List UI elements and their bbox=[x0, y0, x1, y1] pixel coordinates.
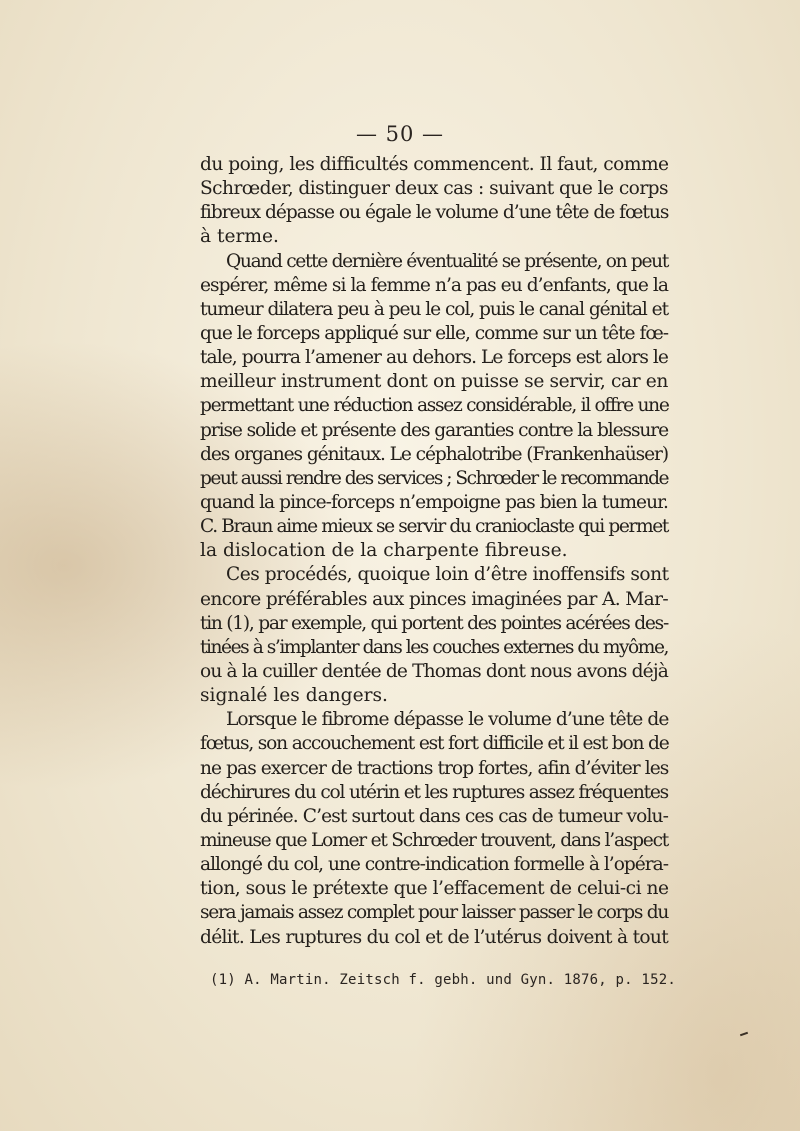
text-line: tion, sous le prétexte que l’effacement de celui-ci ne bbox=[200, 878, 669, 900]
text-line: tale, pourra l’amener au dehors. Le forceps est alors le bbox=[200, 347, 668, 369]
text-line: mineuse que Lomer et Schrœder trouvent, dans l’aspect bbox=[200, 829, 668, 851]
text-line: déchirures du col utérin et les ruptures assez fréquentes bbox=[200, 781, 668, 803]
text-line: que le forceps appliqué sur elle, comme sur un tête fœ- bbox=[200, 322, 668, 344]
text-line: meilleur instrument dont on puisse se servir, car en bbox=[200, 371, 668, 393]
text-line: Quand cette dernière éventualité se présente, on peut bbox=[226, 250, 668, 272]
text-line: Ces procédés, quoique loin d’être inoffensifs sont bbox=[226, 564, 669, 586]
text-line: tumeur dilatera peu à peu le col, puis le canal génital et bbox=[200, 298, 668, 320]
text-line: encore préférables aux pinces imaginées par A. Mar- bbox=[200, 588, 668, 610]
text-line: des organes génitaux. Le céphalotribe (Frankenhaüser) bbox=[200, 443, 668, 465]
text-line: signalé les dangers. bbox=[200, 685, 388, 707]
text-line: tin (1), par exemple, qui portent des pointes acérées des- bbox=[200, 612, 668, 634]
text-line: allongé du col, une contre-indication formelle à l’opéra- bbox=[200, 854, 669, 876]
text-line: prise solide et présente des garanties contre la blessure bbox=[200, 419, 668, 441]
text-line: la dislocation de la charpente fibreuse. bbox=[200, 540, 568, 562]
text-line: Lorsque le fibrome dépasse le volume d’une tête de bbox=[226, 709, 669, 731]
footnote: (1) A. Martin. Zeitsch f. gebh. und Gyn. 1876, p. 152. bbox=[210, 972, 676, 988]
text-line: tinées à s’implanter dans les couches externes du myôme, bbox=[200, 636, 668, 658]
text-line: fœtus, son accouchement est fort difficile et il est bon de bbox=[200, 733, 669, 755]
text-line: délit. Les ruptures du col et de l’utérus doivent à tout bbox=[200, 926, 668, 948]
text-line: sera jamais assez complet pour laisser passer le corps du bbox=[200, 902, 668, 924]
text-line: peut aussi rendre des services ; Schrœder le recommande bbox=[200, 467, 668, 489]
text-line: du périnée. C’est surtout dans ces cas de tumeur volu- bbox=[200, 805, 669, 827]
text-line: quand la pince-forceps n’empoigne pas bien la tumeur. bbox=[200, 491, 668, 513]
text-line: fibreux dépasse ou égale le volume d’une tête de fœtus bbox=[200, 202, 669, 224]
text-line: ne pas exercer de tractions trop fortes, afin d’éviter les bbox=[200, 757, 669, 779]
body-text bbox=[200, 153, 668, 950]
text-line: du poing, les difficultés commencent. Il faut, comme bbox=[200, 154, 669, 175]
text-line: ou à la cuiller dentée de Thomas dont nous avons déjà bbox=[200, 660, 668, 682]
text-line: permettant une réduction assez considérable, il offre une bbox=[200, 395, 669, 417]
ink-speck bbox=[740, 1032, 748, 1037]
text-line: C. Braun aime mieux se servir du cranioclaste qui permet bbox=[200, 516, 668, 538]
page-number: — 50 — bbox=[355, 122, 445, 146]
text-line: espérer, même si la femme n’a pas eu d’enfants, que la bbox=[200, 274, 668, 296]
text-line: Schrœder, distinguer deux cas : suivant que le corps bbox=[200, 178, 668, 200]
text-line: à terme. bbox=[200, 226, 279, 248]
